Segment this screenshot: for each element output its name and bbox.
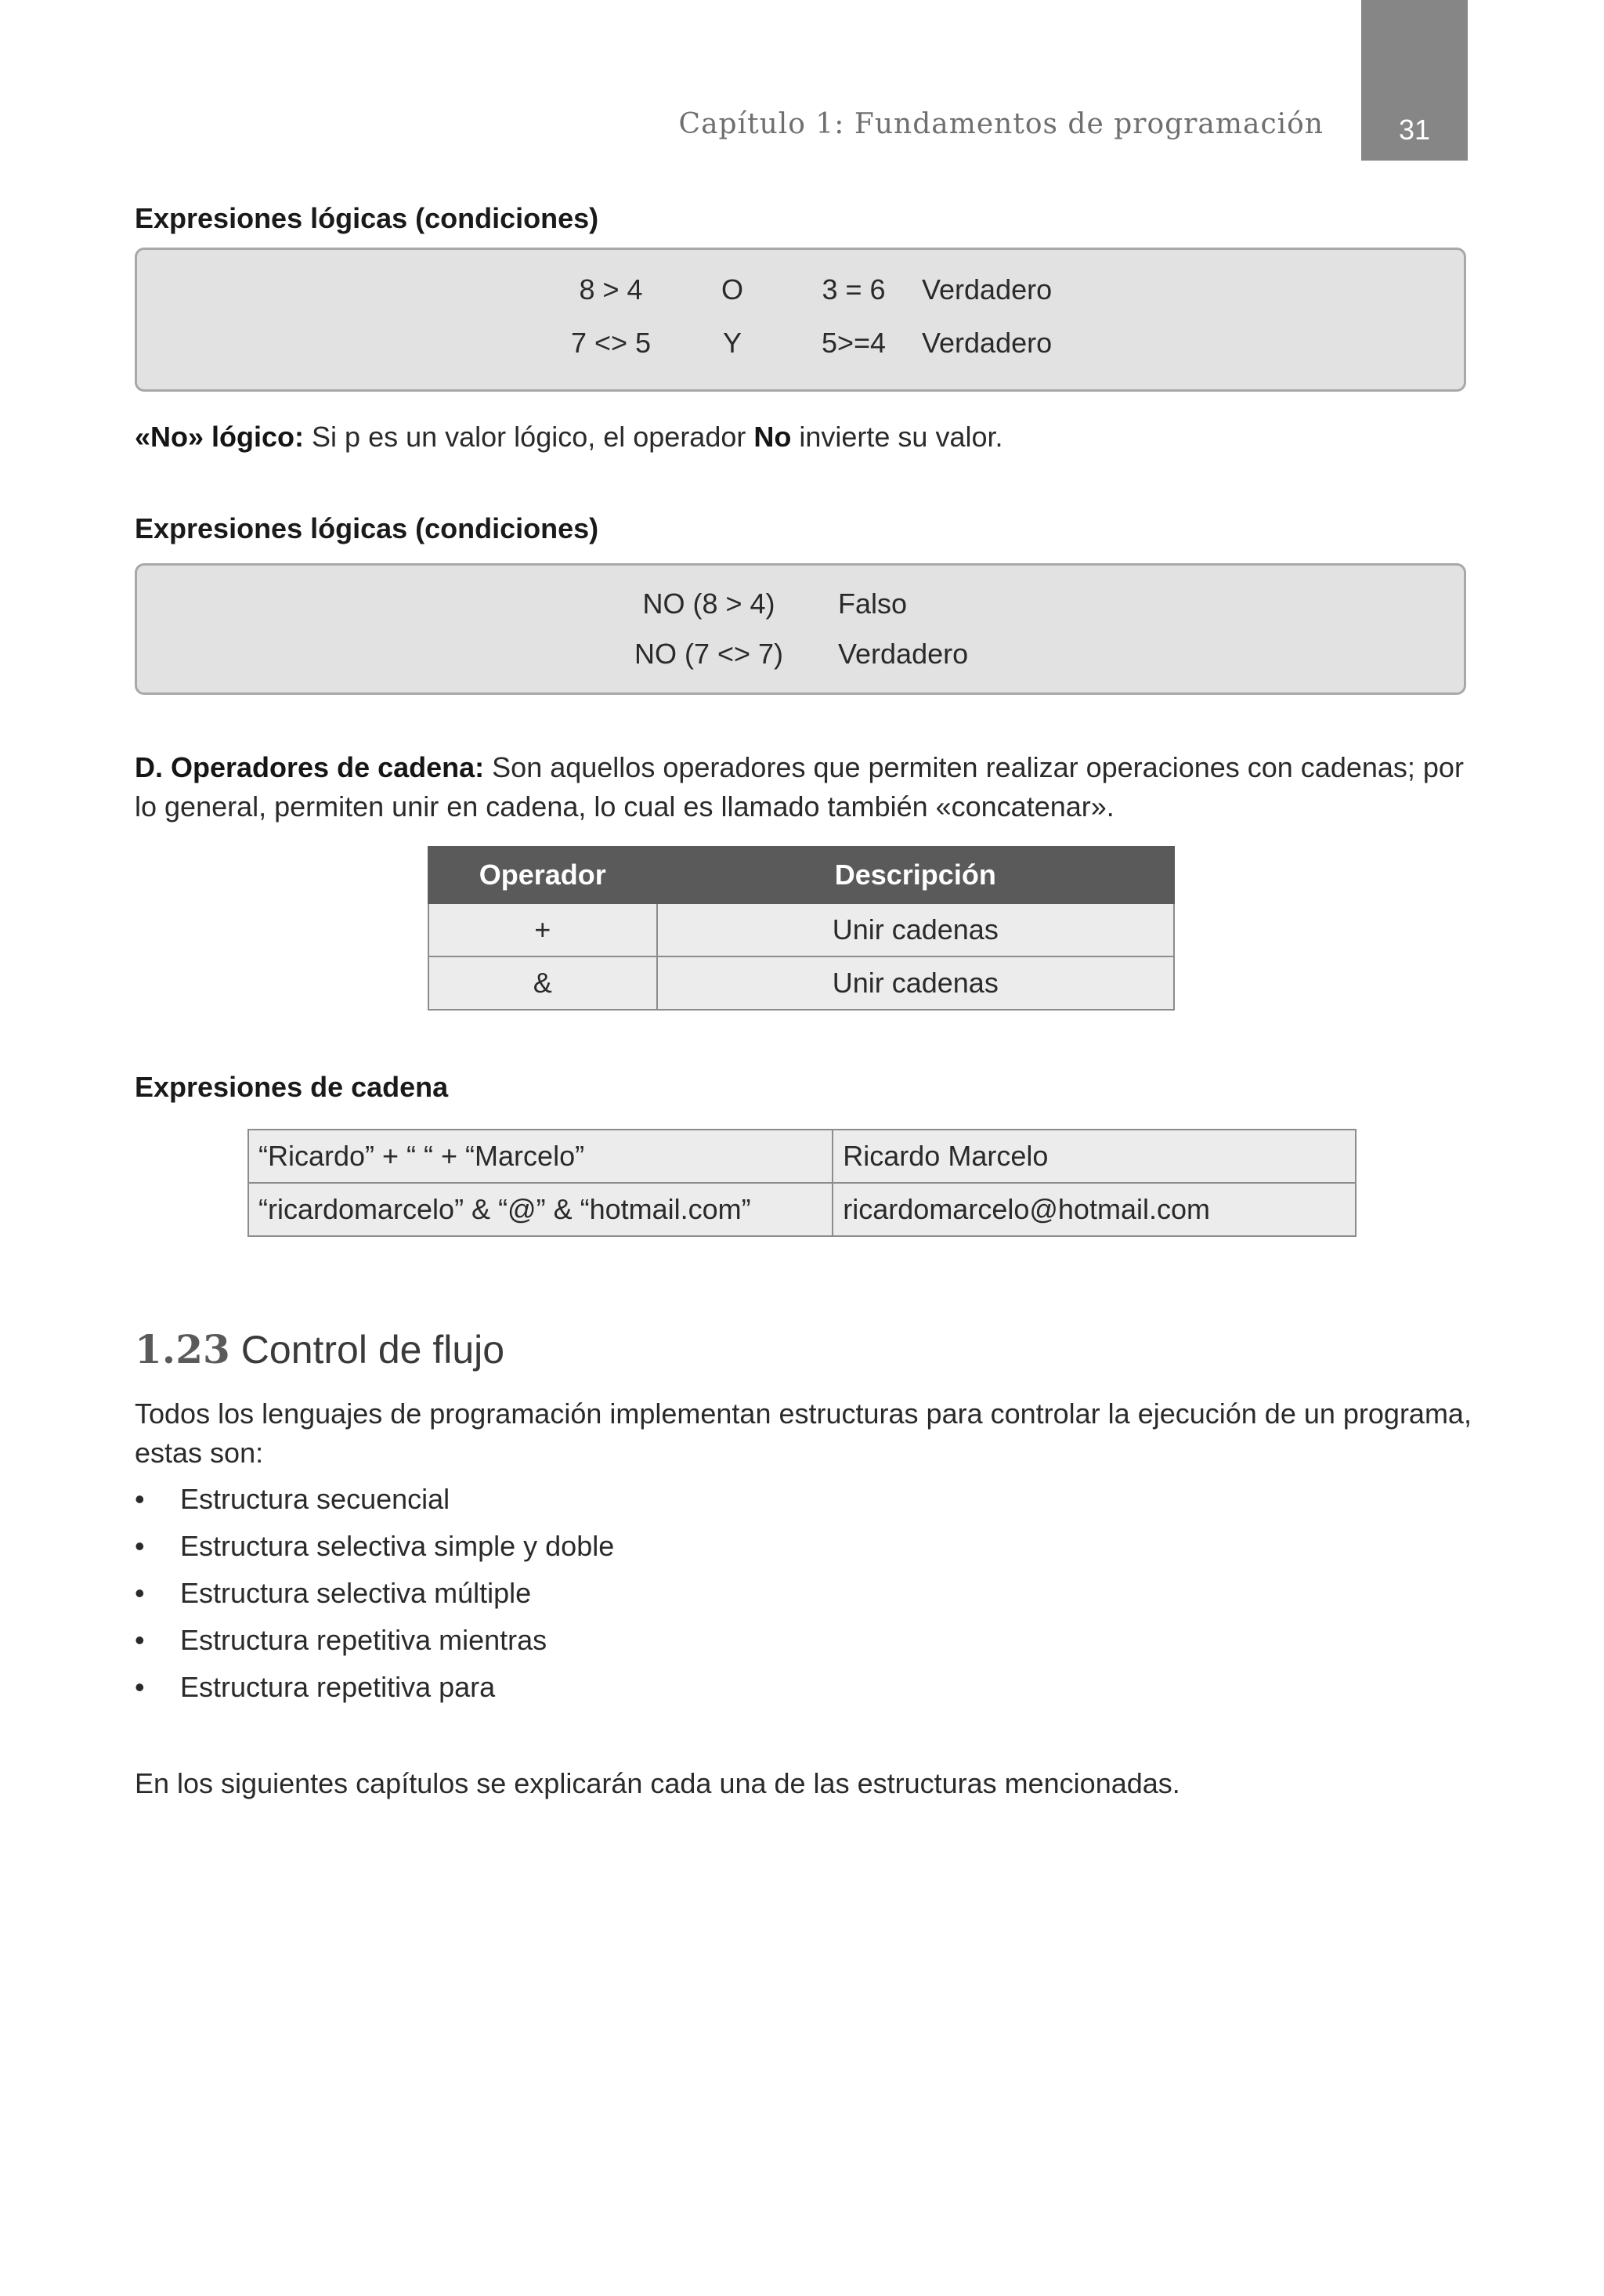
- logic1-row1-op: O: [721, 273, 743, 306]
- result-cell: ricardomarcelo@hotmail.com: [833, 1183, 1356, 1236]
- section-number: 1.23: [135, 1326, 230, 1372]
- logic2-row1-expr: NO (8 > 4): [642, 588, 775, 620]
- bullet-icon: •: [135, 1530, 145, 1562]
- result-cell: Ricardo Marcelo: [833, 1130, 1356, 1183]
- page-number-tab: [1361, 0, 1468, 161]
- page-number: 31: [1398, 114, 1431, 146]
- list-item: [135, 1617, 614, 1664]
- logic1-row2-op: Y: [722, 327, 742, 359]
- string-expressions-table: [247, 1129, 1357, 1237]
- list-item: [135, 1570, 614, 1617]
- bullet-icon: •: [135, 1671, 145, 1703]
- string-operators-text: Son aquellos operadores que permiten realizar operaciones con cadenas; por lo general, permiten unir en cadena, lo cual es llamado también «concatenar».: [135, 751, 1464, 823]
- description-cell: Unir cadenas: [657, 903, 1174, 956]
- list-item: [135, 1523, 614, 1570]
- section-title: Control de flujo: [240, 1328, 505, 1372]
- running-header: Capítulo 1: Fundamentos de programación: [678, 108, 1324, 140]
- section-heading: [135, 1326, 504, 1372]
- description-cell: Unir cadenas: [657, 956, 1174, 1010]
- operator-cell: +: [428, 903, 657, 956]
- logic2-row2-result: Verdadero: [838, 638, 969, 670]
- section-intro: Todos los lenguajes de programación implementan estructuras para controlar la ejecución de un programa, estas son:: [135, 1397, 1472, 1469]
- logic1-row1-result: Verdadero: [922, 273, 1053, 306]
- table-row: [248, 1183, 1356, 1236]
- list-item: [135, 1476, 614, 1523]
- expression-cell: “Ricardo” + “ “ + “Marcelo”: [248, 1130, 833, 1183]
- logic1-row1-left: 8 > 4: [579, 273, 643, 306]
- closing-paragraph: En los siguientes capítulos se explicarán cada una de las estructuras mencionadas.: [135, 1767, 1180, 1799]
- list-item-label: Estructura selectiva simple y doble: [180, 1530, 615, 1562]
- operators-header-operator: Operador: [428, 847, 657, 903]
- logic-heading-1: Expresiones lógicas (condiciones): [135, 202, 599, 234]
- list-item-label: Estructura selectiva múltiple: [180, 1577, 532, 1609]
- no-logico-text-before: Si p es un valor lógico, el operador: [304, 421, 754, 453]
- list-item-label: Estructura repetitiva mientras: [180, 1624, 547, 1656]
- logic1-row2-result: Verdadero: [922, 327, 1053, 359]
- table-row: [248, 1130, 1356, 1183]
- no-logico-term: «No» lógico:: [135, 421, 305, 453]
- logic-box-2: [135, 563, 1466, 695]
- list-item-label: Estructura repetitiva para: [180, 1671, 496, 1703]
- expression-cell: “ricardomarcelo” & “@” & “hotmail.com”: [248, 1183, 833, 1236]
- no-logico-paragraph: [135, 418, 1474, 457]
- bullet-icon: •: [135, 1577, 145, 1609]
- logic2-row2-expr: NO (7 <> 7): [634, 638, 784, 670]
- logic-heading-2: Expresiones lógicas (condiciones): [135, 512, 599, 544]
- list-item: [135, 1664, 614, 1711]
- logic-box-1: [135, 248, 1466, 392]
- bullet-icon: •: [135, 1483, 145, 1515]
- operators-table: [428, 846, 1175, 1011]
- no-logico-text-after: invierte su valor.: [791, 421, 1003, 453]
- string-expressions-heading: Expresiones de cadena: [135, 1071, 449, 1103]
- bullet-icon: •: [135, 1624, 145, 1656]
- structures-list: [135, 1476, 614, 1711]
- list-item-label: Estructura secuencial: [180, 1483, 450, 1515]
- logic1-row2-left: 7 <> 5: [570, 327, 652, 359]
- operators-header-description: Descripción: [657, 847, 1174, 903]
- string-operators-paragraph: [135, 748, 1474, 826]
- logic1-row2-right: 5>=4: [821, 327, 887, 359]
- operator-cell: &: [428, 956, 657, 1010]
- logic1-row1-right: 3 = 6: [822, 273, 886, 306]
- no-logico-keyword: No: [753, 421, 792, 453]
- table-row: [428, 956, 1174, 1010]
- string-operators-term: D. Operadores de cadena:: [135, 751, 485, 783]
- logic2-row1-result: Falso: [838, 588, 908, 620]
- operators-table-header: [428, 847, 1174, 903]
- table-row: [428, 903, 1174, 956]
